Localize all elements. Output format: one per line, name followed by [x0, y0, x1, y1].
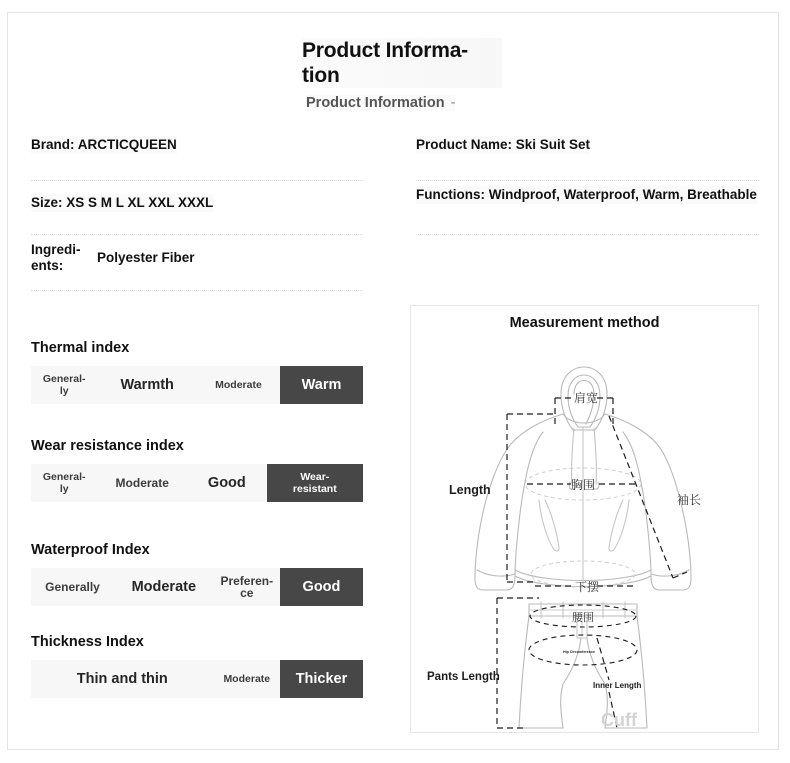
brand-text: Brand: ARCTICQUEEN: [31, 137, 177, 152]
index-segment[interactable]: General- ly: [42, 373, 86, 397]
label-cuff: Cuff: [601, 710, 637, 730]
page-subtitle: [306, 95, 455, 111]
label-length: Length: [449, 483, 491, 497]
index-title-waterproof: Waterproof Index: [31, 542, 150, 558]
index-segment[interactable]: Moderate: [223, 673, 271, 685]
index-segment[interactable]: Generally: [45, 580, 100, 594]
info-row-ingredients: [31, 235, 363, 291]
info-row-functions: [416, 181, 759, 235]
label-hip-circumference: Hip Circumference: [563, 650, 595, 654]
index-bar-waterproof: [31, 568, 363, 606]
page-title: Product Informa- tion: [302, 38, 502, 88]
ingredients-label: Ingredi- ents:: [31, 242, 81, 273]
index-segment[interactable]: Moderate: [215, 379, 262, 391]
subtitle-dash: -: [450, 95, 456, 111]
index-segment[interactable]: Moderate: [131, 579, 197, 595]
index-segment[interactable]: Thin and thin: [76, 671, 168, 687]
index-segment-active[interactable]: Good: [280, 568, 363, 606]
index-segment-active[interactable]: Warm: [280, 366, 363, 404]
index-bar-thickness: [31, 660, 363, 698]
label-inner-length: Inner Length: [593, 681, 642, 690]
functions-text: Functions: Windproof, Waterproof, Warm, Breathable: [416, 187, 757, 202]
index-segment-active[interactable]: Wear- resistant: [267, 464, 363, 502]
measurement-panel-title: Measurement method: [509, 315, 660, 331]
index-title-thermal: Thermal index: [31, 340, 130, 356]
index-title-wear-resistance: Wear resistance index: [31, 438, 184, 454]
info-column-left: [31, 136, 363, 291]
ingredients-value: Polyester Fiber: [97, 250, 195, 265]
index-segment[interactable]: Good: [207, 475, 246, 491]
measurement-method-panel: [410, 305, 759, 733]
index-title-thickness: Thickness Index: [31, 634, 144, 650]
info-row-brand: [31, 136, 363, 181]
index-segment[interactable]: Preferen- ce: [220, 574, 274, 600]
measurement-diagram: [411, 332, 758, 732]
label-chest: 胸围: [571, 478, 596, 492]
index-bar-wear-resistance: [31, 464, 363, 502]
label-shoulder-width: 肩宽: [574, 391, 599, 405]
index-block-wear-resistance: [31, 438, 363, 502]
page-subtitle-text: Product Information: [306, 95, 445, 111]
product-name-text: Product Name: Ski Suit Set: [416, 137, 591, 152]
info-row-product-name: [416, 136, 759, 181]
label-hem: 下摆: [575, 580, 600, 594]
index-block-waterproof: [31, 542, 363, 606]
page-header: [302, 38, 502, 112]
label-waist: 腰围: [572, 611, 594, 624]
label-sleeve-length: 袖长: [677, 493, 702, 507]
index-block-thickness: [31, 634, 363, 698]
index-segment[interactable]: Warmth: [120, 377, 174, 393]
info-row-size: [31, 181, 363, 235]
index-segment[interactable]: Moderate: [115, 476, 169, 490]
index-segment-active[interactable]: Thicker: [280, 660, 363, 698]
index-block-thermal: [31, 340, 363, 404]
info-column-right: [416, 136, 759, 235]
index-bar-thermal: [31, 366, 363, 404]
size-text: Size: XS S M L XL XXL XXXL: [31, 195, 214, 210]
label-pants-length: Pants Length: [427, 671, 500, 683]
index-segment[interactable]: General- ly: [42, 471, 86, 495]
